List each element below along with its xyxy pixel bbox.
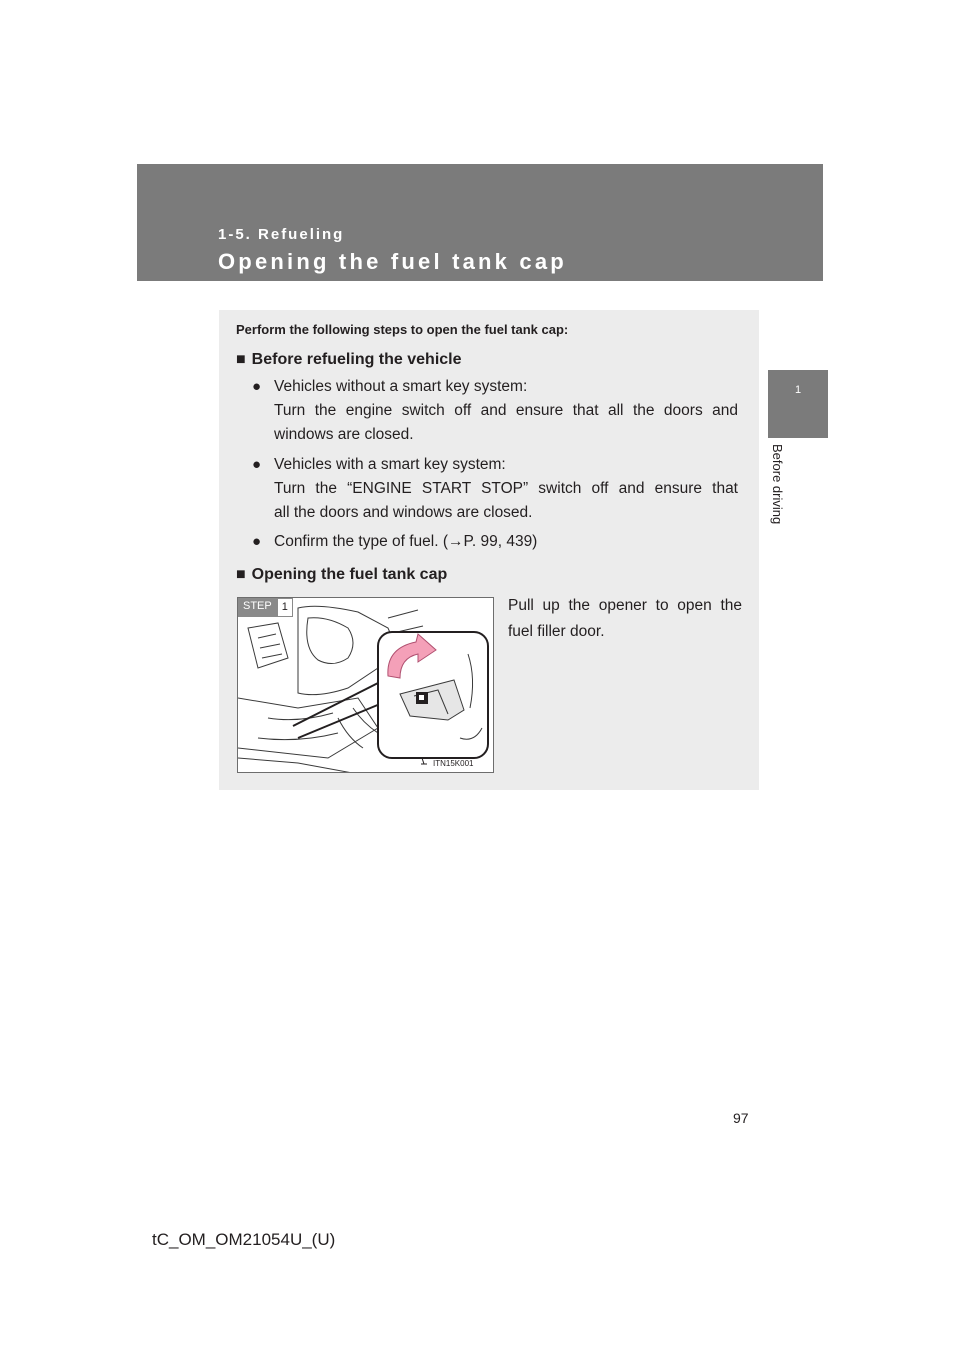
- bullet-line: Vehicles with a smart key system:: [274, 456, 506, 473]
- bullet-line: Vehicles without a smart key system:: [274, 378, 528, 395]
- section-label: 1-5. Refueling: [218, 226, 345, 243]
- car-interior-drawing: [238, 598, 494, 773]
- bullet-line: Turn the “ENGINE START STOP” switch off and ensure that: [274, 480, 738, 497]
- list-item: [252, 454, 738, 524]
- square-bullet-icon: ■: [236, 351, 246, 368]
- list-item: [252, 531, 738, 553]
- chapter-tab-label: Before driving: [770, 444, 785, 525]
- bullet-icon: ●: [252, 456, 262, 473]
- heading-opening-cap: [236, 566, 447, 584]
- bullet-line: windows are closed.: [274, 426, 414, 443]
- list-item: [252, 376, 738, 446]
- figure-code: ITN15K001: [433, 759, 474, 768]
- step-line: fuel filler door.: [508, 623, 605, 640]
- square-bullet-icon: ■: [236, 566, 246, 583]
- bullet-icon: ●: [252, 378, 262, 395]
- bullet-icon: ●: [252, 533, 262, 550]
- bullet-line: all the doors and windows are closed.: [274, 504, 533, 521]
- fuel-opener-illustration: [237, 597, 494, 773]
- step-number: 1: [277, 598, 293, 617]
- bullet-line: Turn the engine switch off and ensure that all the doors and: [274, 402, 738, 419]
- chapter-tab: [768, 370, 828, 438]
- step-word: STEP: [238, 598, 277, 617]
- intro-text: Perform the following steps to open the fuel tank cap:: [236, 322, 569, 337]
- step-badge: [238, 598, 293, 617]
- heading-text: Opening the fuel tank cap: [251, 566, 448, 583]
- step-line: Pull up the opener to open the: [508, 597, 742, 614]
- document-code: tC_OM_OM21054U_(U): [152, 1230, 336, 1249]
- bullet-line: Confirm the type of fuel. (→P. 99, 439): [274, 533, 538, 550]
- chapter-tab-number: 1: [794, 384, 802, 396]
- page-title: Opening the fuel tank cap: [218, 249, 567, 274]
- heading-text: Before refueling the vehicle: [251, 351, 462, 368]
- page-number: 97: [733, 1110, 749, 1126]
- step-instruction: [508, 593, 742, 645]
- heading-before-refueling: [236, 351, 462, 369]
